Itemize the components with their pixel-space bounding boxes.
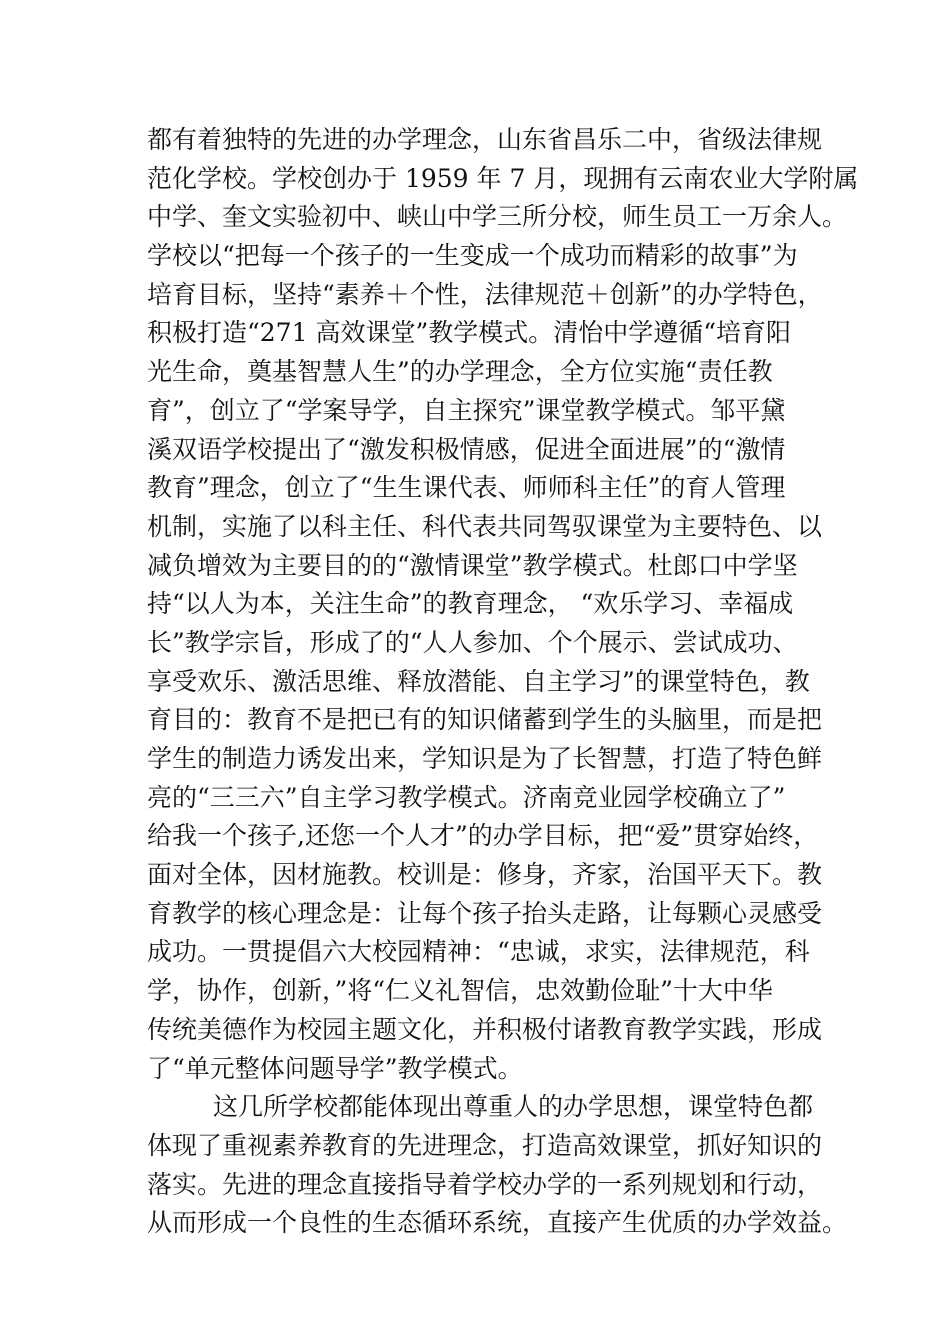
- text-line: 了“单元整体问题导学”教学模式。: [147, 1053, 523, 1083]
- text-line: 培育目标，坚持“素养＋个性，法律规范＋创新”的办学特色，: [147, 279, 823, 309]
- text-line: 中学、奎文实验初中、峡山中学三所分校，师生员工一万余人。: [147, 202, 848, 232]
- text-line: 亮的“三三六”自主学习教学模式。济南竞业园学校确立了”: [147, 782, 786, 812]
- text-line: 持“以人为本，关注生命”的教育理念， “欢乐学习、幸福成: [147, 589, 794, 619]
- text-line: 体现了重视素养教育的先进理念，打造高效课堂，抓好知识的: [147, 1130, 823, 1160]
- text-line: 学，协作，创新，”将“仁义礼智信，忠效勤俭耻”十大中华: [147, 976, 773, 1006]
- text-line: 传统美德作为校园主题文化，并积极付诸教育教学实践，形成: [147, 1014, 823, 1044]
- text-line: 给我一个孩子,还您一个人才”的办学目标，把“爱”贯穿始终，: [147, 821, 819, 851]
- text-line: 学生的制造力诱发出来，学知识是为了长智慧，打造了特色鲜: [147, 744, 823, 773]
- text-line: 都有着独特的先进的办学理念，山东省昌乐二中，省级法律规: [147, 125, 823, 154]
- text-line: 育教学的核心理念是：让每个孩子抬头走路，让每颗心灵感受: [147, 898, 823, 928]
- text-line: 机制，实施了以科主任、科代表共同驾驭课堂为主要特色、以: [147, 511, 823, 541]
- body-text: [147, 121, 859, 1243]
- text-line: 积极打造“271 高效课堂”教学模式。清怡中学遵循“培育阳: [147, 318, 792, 348]
- text-line: 成功。一贯提倡六大校园精神：“忠诚，求实，法律规范，科: [147, 937, 810, 967]
- text-line: 面对全体，因材施教。校训是：修身，齐家，治国平天下。教: [147, 860, 823, 890]
- text-line: 光生命，奠基智慧人生”的办学理念，全方位实施“责任教: [147, 357, 773, 387]
- text-line: 享受欢乐、激活思维、释放潜能、自主学习”的课堂特色，教: [147, 666, 810, 696]
- text-line: 育”，创立了“学案导学，自主探究”课堂教学模式。邹平黛: [147, 395, 786, 425]
- text-line: 减负增效为主要目的的“激情课堂”教学模式。杜郎口中学坚: [147, 550, 798, 580]
- paragraph-first-line: 这几所学校都能体现出尊重人的办学思想，课堂特色都: [213, 1092, 814, 1122]
- text-line: 教育”理念，创立了“生生课代表、师师科主任”的育人管理: [147, 473, 786, 503]
- text-line: 育目的：教育不是把已有的知识储蓄到学生的头脑里，而是把: [147, 705, 823, 735]
- text-line: 落实。先进的理念直接指导着学校办学的一系列规划和行动，: [147, 1169, 823, 1199]
- text-line: 学校以“把每一个孩子的一生变成一个成功而精彩的故事”为: [147, 241, 798, 271]
- text-line: 范化学校。学校创办于 1959 年 7 月，现拥有云南农业大学附属: [147, 163, 859, 193]
- text-line: 从而形成一个良性的生态循环系统，直接产生优质的办学效益。: [147, 1208, 848, 1238]
- text-line: 长”教学宗旨，形成了的“人人参加、个个展示、尝试成功、: [147, 627, 798, 657]
- text-line: 溪双语学校提出了“激发积极情感，促进全面进展”的“激情: [147, 434, 786, 464]
